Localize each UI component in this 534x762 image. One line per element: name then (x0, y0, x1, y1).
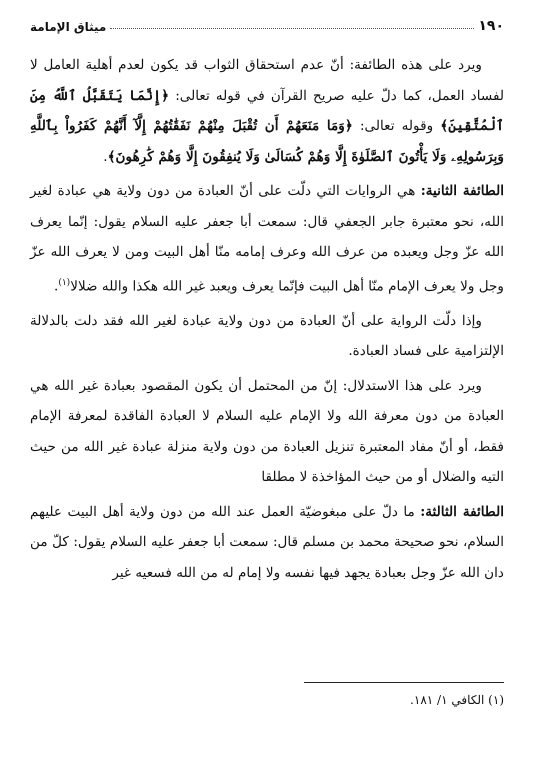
quran-verse-1: ﴿إِنَّمَا يَتَقَبَّلُ ٱللَّهُ مِنَ ٱلْمُتَّقِينَ﴾ (30, 87, 505, 134)
paragraph-2 (30, 176, 504, 302)
paragraph-1 (30, 50, 504, 172)
paragraph-5 (30, 497, 504, 589)
book-title: ميثاق الإمامة (30, 20, 107, 34)
paragraph-2-end: . (53, 278, 59, 295)
section-label-2: الطائفة الثانية: (420, 183, 504, 199)
paragraph-3 (30, 306, 504, 367)
paragraph-1-text-a: ويرد على هذه الطائفة: أنّ عدم استحقاق الثواب قد يكون لعدم أهلية العامل لا لفساد العمل، كما دلّ عليه صريح القرآن في قوله تعالى: (30, 57, 504, 104)
footnote-separator (304, 682, 504, 683)
page-body (30, 50, 504, 592)
paragraph-3-text: وإذا دلّت الرواية على أنّ العبادة من دون ولاية عبادة لغير الله فقد دلت بالدلالة الإلتزامية على فساد العبادة. (30, 312, 504, 360)
paragraph-5-text: ما دلّ على مبغوضيّة العمل عند الله من دون ولاية أهل البيت عليهم السلام، نحو صحيحة محمد بن مسلم قال: سمعت أبا جعفر عليه السلام يقول: كلّ من دان الله عزّ وجل بعبادة يجهد فيها نفسه ولا إمام له من الله فسعيه غير (30, 503, 504, 581)
section-label-3: الطائفة الثالثة: (420, 503, 504, 520)
paragraph-1-text-b: وقوله تعالى: (352, 118, 441, 134)
paragraph-4-text: ويرد على هذا الاستدلال: إنّ من المحتمل أن يكون المقصود بعبادة غير الله هي العبادة من دون معرفة الله ولا الإمام عليه السلام لا العبادة الفاقدة لمعرفة الإمام فقط، أو أنّ مفاد المعتبرة تنزيل العبادة من دون ولاية منزلة عبادة غير الله من حيث التيه والضلال أو من حيث المؤاخذة لا مطلقا (30, 377, 504, 486)
paragraph-2-text: هي الروايات التي دلّت على أنّ العبادة من دون ولاية هي عبادة لغير الله، نحو معتبرة جابر الجعفي قال: سمعت أبا جعفر عليه السلام يقول: إنّما يعرف الله عزّ وجل ويعبده من عرف الله وعرف إمامه منّا أهل البيت ومن لا يعرف الله عزّ وجل ولا يعرف الإمام منّا أهل البيت فإنّما يعرف ويعبد غير الله هكذا والله ضلالا (30, 183, 504, 295)
footnote: (١) الكافي ١/ ١٨١. (410, 693, 504, 707)
page-number: ١٩٠ (478, 18, 504, 34)
page-header (30, 12, 504, 34)
footnote-marker: (١) (58, 277, 71, 288)
paragraph-4 (30, 371, 504, 493)
header-dotted-leader (110, 27, 474, 29)
quran-verse-2: ﴿وَمَا مَنَعَهُمْ أَن تُقْبَلَ مِنْهُمْ نَفَقَٰتُهُمْ إِلَّآ أَنَّهُمْ كَفَرُواْ بِٱللَّهِ وَبِرَسُولِهِۦ وَلَا يَأْتُونَ ٱلصَّلَوٰةَ إِلَّا وَهُمْ كُسَالَىٰ وَلَا يُنفِقُونَ إِلَّا وَهُمْ كَٰرِهُونَ﴾ (30, 118, 504, 165)
paragraph-1-text-c: . (103, 148, 108, 165)
